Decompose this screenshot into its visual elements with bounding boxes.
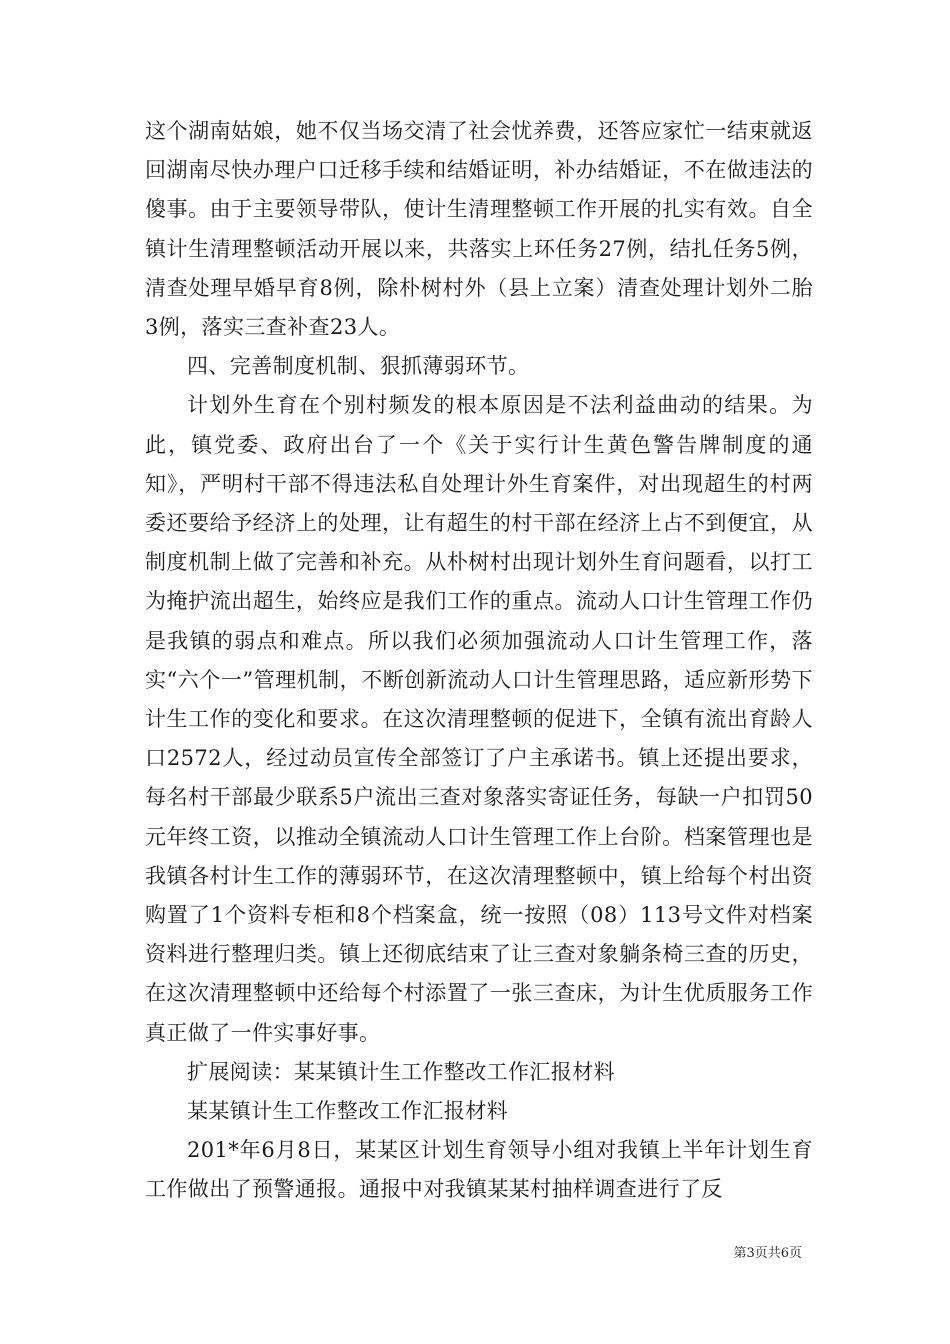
paragraph-1: 这个湖南姑娘，她不仅当场交清了社会忧养费，还答应家忙一结束就返回湖南尽快办理户口迁移手续和结婚证明，补办结婚证，不在做违法的傻事。由于主要领导带队，使计生清理整顿工作开展的扎实有效。自全镇计生清理整顿活动开展以来，共落实上环任务27例，结扎任务5例，清查处理早婚早育8例，除朴树村外（县上立案）清查处理计划外二胎3例，落实三查补查23人。 [145,119,813,340]
report-title: 某某镇计生工作整改工作汇报材料 [187,1099,508,1124]
document-body [145,112,813,1210]
extended-reading-line: 扩展阅读：某某镇计生工作整改工作汇报材料 [187,1059,615,1084]
paragraph-2: 计划外生育在个别村频发的根本原因是不法利益曲动的结果。为此，镇党委、政府出台了一个《关于实行计生黄色警告牌制度的通知》，严明村干部不得违法私自处理计外生育案件，对出现超生的村两委还要给予经济上的处理，让有超生的村干部在经济上占不到便宜，从制度机制上做了完善和补充。从朴树村出现计划外生育问题看，以打工为掩护流出超生，始终应是我们工作的重点。流动人口计生管理工作仍是我镇的弱点和难点。所以我们必须加强流动人口计生管理工作，落实“六个一”管理机制，不断创新流动人口计生管理思路，适应新形势下计生工作的变化和要求。在这次清理整顿的促进下，全镇有流出育龄人口2572人，经过动员宣传全部签订了户主承诺书。镇上还提出要求，每名村干部最少联系5户流出三查对象落实寄证任务，每缺一户扣罚50元年终工资，以推动全镇流动人口计生管理工作上台阶。档案管理也是我镇各村计生工作的薄弱环节，在这次清理整顿中，镇上给每个村出资购置了1个资料专柜和8个档案盒，统一按照（08）113号文件对档案资料进行整理归类。镇上还彻底结束了让三查对象躺条椅三查的历史，在这次清理整顿中还给每个村添置了一张三查床，为计生优质服务工作真正做了一件实事好事。 [145,393,813,1045]
paragraph-3: 201*年6月8日，某某区计划生育领导小组对我镇上半年计划生育工作做出了预警通报。通报中对我镇某某村抽样调查进行了反 [145,1138,813,1202]
page-number: 第3页共6页 [733,1246,802,1261]
section-heading: 四、完善制度机制、狠抓薄弱环节。 [187,354,530,379]
